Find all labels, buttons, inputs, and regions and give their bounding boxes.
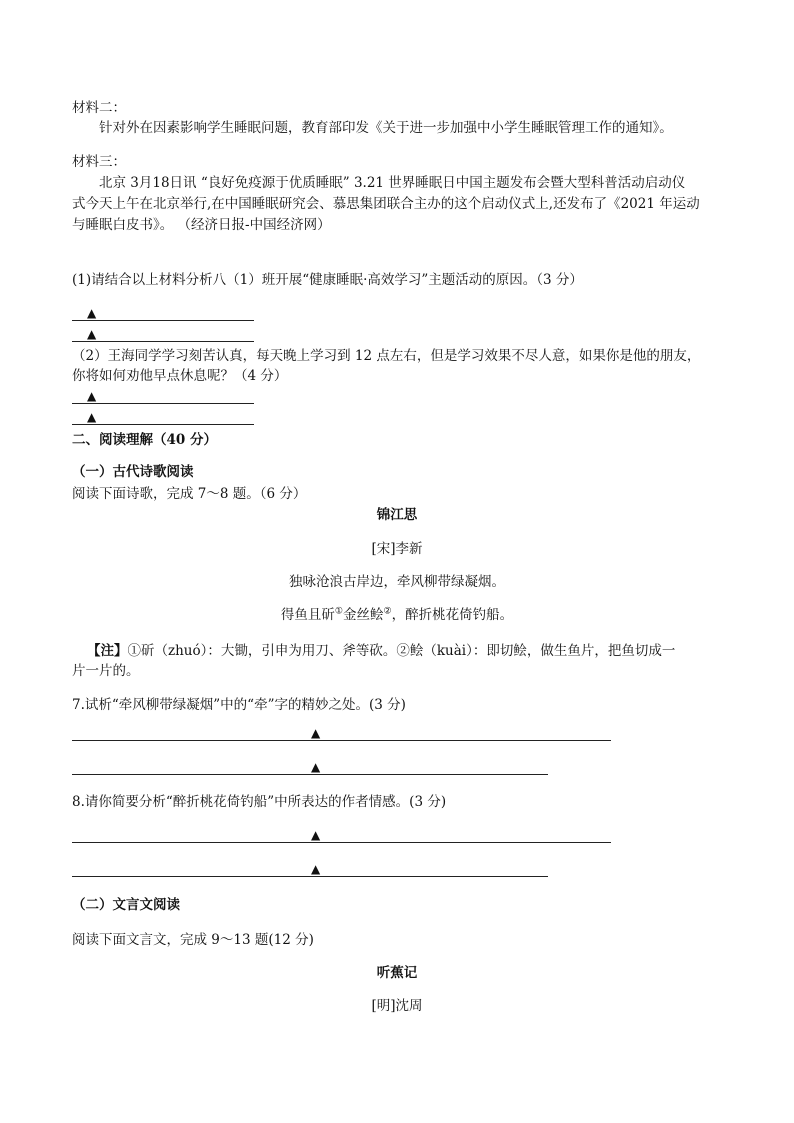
poem-line2-part-b: 金丝鲙 bbox=[343, 607, 384, 623]
essay-title: 听蕉记 bbox=[376, 965, 418, 981]
answer-line[interactable] bbox=[72, 740, 611, 741]
part-1-heading: （一）古代诗歌阅读 bbox=[72, 464, 194, 480]
answer-mark-triangle-icon: ▲ bbox=[87, 389, 97, 403]
answer-line[interactable] bbox=[72, 424, 254, 425]
material3-line1: 北京 3月18日讯 “良好免疫源于优质睡眠” 3.21 世界睡眠日中国主题发布会暨大型科普活动启动仪 bbox=[99, 175, 686, 191]
notes-line2: 片一片的。 bbox=[72, 663, 140, 679]
part-1-instruction: 阅读下面诗歌，完成 7～8 题。（6 分） bbox=[72, 486, 307, 502]
material3-heading: 材料三： bbox=[72, 154, 126, 170]
question-1: (1)请结合以上材料分析八（1）班开展“健康睡眠·高效学习”主题活动的原因。（3 分） bbox=[72, 272, 583, 288]
answer-mark-triangle-icon: ▲ bbox=[311, 828, 321, 842]
part-2-heading: （二）文言文阅读 bbox=[72, 897, 180, 913]
poem-title: 锦江思 bbox=[376, 507, 418, 523]
essay-author: [明]沈周 bbox=[371, 998, 423, 1014]
poem-line1: 独咏沧浪古岸边，牵风柳带绿凝烟。 bbox=[289, 574, 505, 590]
question-7: 7.试析“牵风柳带绿凝烟”中的“牵”字的精妙之处。(3 分) bbox=[72, 697, 406, 713]
question-2-line1: （2）王海同学学习刻苦认真，每天晚上学习到 12 点左右，但是学习效果不尽人意，如果你是他的朋友， bbox=[72, 348, 701, 364]
answer-line[interactable] bbox=[72, 876, 548, 877]
poem-line2 bbox=[0, 605, 794, 625]
material3-line2: 式今天上午在北京举行,在中国睡眠研究会、慕思集团联合主办的这个启动仪式上,还发布了《2021 年运动 bbox=[72, 196, 700, 212]
answer-mark-triangle-icon: ▲ bbox=[311, 862, 321, 876]
notes-line1 bbox=[87, 641, 675, 661]
section-2-heading: 二、阅读理解（40 分） bbox=[72, 432, 217, 448]
material2-body: 针对外在因素影响学生睡眠问题，教育部印发《关于进一步加强中小学生睡眠管理工作的通知》。 bbox=[99, 120, 673, 136]
poem-author: [宋]李新 bbox=[371, 541, 423, 557]
answer-line[interactable] bbox=[72, 774, 548, 775]
poem-line2-part-a: 得鱼且斫 bbox=[280, 607, 335, 623]
answer-line[interactable] bbox=[72, 403, 254, 404]
answer-mark-triangle-icon: ▲ bbox=[87, 410, 97, 424]
answer-mark-triangle-icon: ▲ bbox=[311, 726, 321, 740]
notes-label: 【注】 bbox=[87, 643, 128, 659]
note-2-marker: ② bbox=[383, 606, 392, 617]
answer-mark-triangle-icon: ▲ bbox=[87, 327, 97, 341]
material3-line3: 与睡眠白皮书》。 （经济日报-中国经济网） bbox=[72, 217, 331, 233]
notes-text: ①斫（zhuó）：大锄，引申为用刀、斧等砍。②鲙（kuài）：即切鲙，做生鱼片，把鱼切成一 bbox=[127, 643, 676, 659]
answer-line[interactable] bbox=[72, 341, 254, 342]
poem-line2-part-c: ，醉折桃花倚钓船。 bbox=[391, 607, 514, 623]
answer-mark-triangle-icon: ▲ bbox=[311, 760, 321, 774]
note-1-marker: ① bbox=[334, 606, 343, 617]
material2-heading: 材料二： bbox=[72, 100, 126, 116]
answer-line[interactable] bbox=[72, 842, 611, 843]
question-2-line2: 你将如何劝他早点休息呢？（4 分） bbox=[72, 368, 288, 384]
question-8: 8.请你简要分析“醉折桃花倚钓船”中所表达的作者情感。(3 分) bbox=[72, 794, 447, 810]
answer-line[interactable] bbox=[72, 320, 254, 321]
part-2-instruction: 阅读下面文言文，完成 9～13 题(12 分) bbox=[72, 932, 314, 948]
answer-mark-triangle-icon: ▲ bbox=[87, 306, 97, 320]
